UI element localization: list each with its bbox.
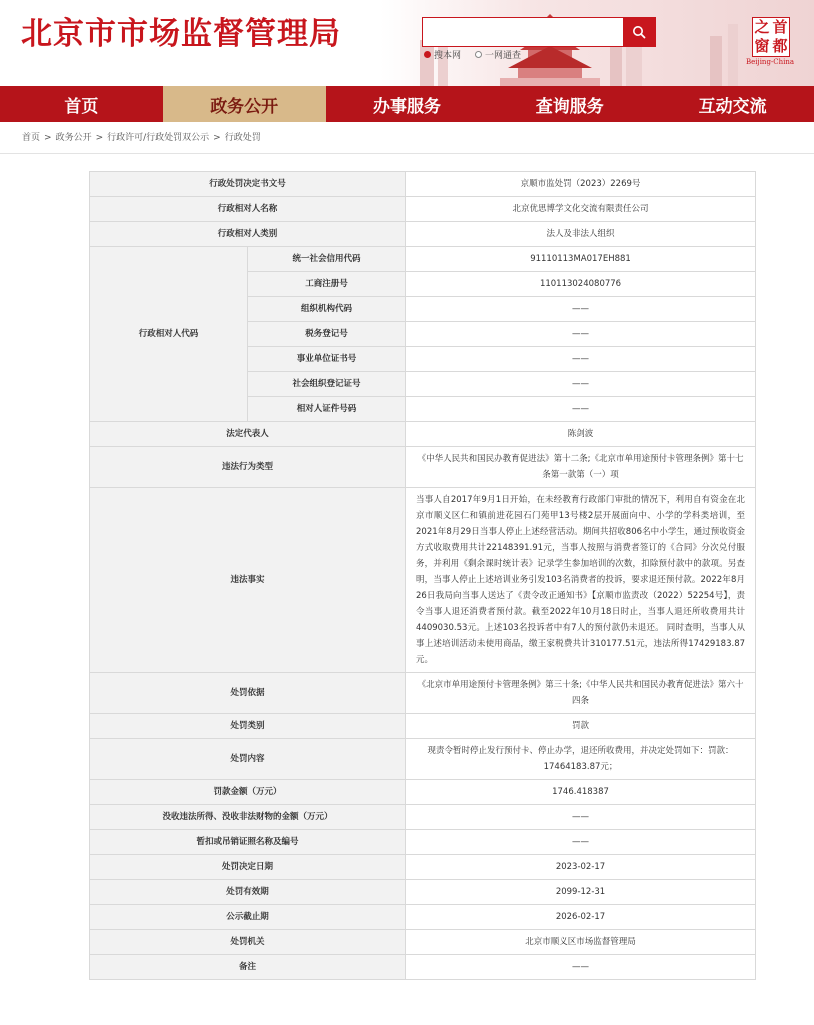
table-row — [90, 673, 756, 714]
nav-home[interactable]: 首页 — [64, 96, 99, 117]
sub-value: —— — [406, 297, 756, 322]
site-title: 北京市市场监督管理局 — [21, 16, 341, 52]
row-label: 行政相对人类别 — [90, 222, 406, 247]
nav-interaction[interactable]: 互动交流 — [698, 96, 767, 117]
breadcrumb: 首页 > 政务公开 > 行政许可/行政处罚双公示 > 行政处罚 — [22, 133, 261, 143]
table-row — [90, 905, 756, 930]
main-nav — [0, 86, 814, 122]
row-label: 处罚机关 — [90, 930, 406, 955]
search-button[interactable] — [623, 18, 655, 46]
scope-all-network[interactable]: 一网通查 — [475, 48, 521, 61]
row-label: 行政相对人名称 — [90, 197, 406, 222]
row-label: 没收违法所得、没收非法财物的金额（万元） — [90, 805, 406, 830]
search-scope — [424, 48, 535, 61]
breadcrumb-home[interactable]: 首页 — [22, 133, 41, 143]
row-label: 违法行为类型 — [90, 447, 406, 488]
row-value: —— — [406, 955, 756, 980]
sub-label: 组织机构代码 — [248, 297, 406, 322]
table-row — [90, 930, 756, 955]
row-value: 罚款 — [406, 714, 756, 739]
row-value: 现责令暂时停止发行预付卡、停止办学，退还所收费用，并决定处罚如下：罚款：17464183.87元； — [406, 739, 756, 780]
sub-value: —— — [406, 372, 756, 397]
breadcrumb-gov-affairs[interactable]: 政务公开 — [55, 133, 92, 143]
table-row — [90, 447, 756, 488]
table-row — [90, 422, 756, 447]
row-label: 处罚内容 — [90, 739, 406, 780]
row-value: —— — [406, 830, 756, 855]
row-value: 1746.418387 — [406, 780, 756, 805]
site-header — [0, 0, 814, 88]
radio-unselected-icon — [475, 51, 482, 58]
row-value: 北京优思博学文化交流有限责任公司 — [406, 197, 756, 222]
table-row — [90, 880, 756, 905]
nav-query[interactable]: 查询服务 — [535, 96, 604, 117]
row-label: 处罚有效期 — [90, 880, 406, 905]
row-label: 行政相对人代码 — [90, 247, 248, 422]
table-row — [90, 955, 756, 980]
table-row — [90, 714, 756, 739]
logo-subtitle: Beijing-China — [746, 58, 795, 66]
table-row — [90, 780, 756, 805]
row-value: 2099-12-31 — [406, 880, 756, 905]
row-value: 北京市顺义区市场监督管理局 — [406, 930, 756, 955]
row-label: 法定代表人 — [90, 422, 406, 447]
sub-value: —— — [406, 347, 756, 372]
search-icon — [632, 25, 646, 39]
sub-label: 工商注册号 — [248, 272, 406, 297]
table-row — [90, 222, 756, 247]
breadcrumb-dual-publicity[interactable]: 行政许可/行政处罚双公示 — [107, 133, 210, 143]
row-value: 陈剑波 — [406, 422, 756, 447]
scope-this-site[interactable]: 搜本网 — [424, 48, 461, 61]
row-label: 违法事实 — [90, 488, 406, 673]
row-value: 2026-02-17 — [406, 905, 756, 930]
sub-label: 相对人证件号码 — [248, 397, 406, 422]
table-row — [90, 855, 756, 880]
nav-services[interactable]: 办事服务 — [372, 96, 441, 117]
penalty-info-table — [89, 171, 756, 980]
breadcrumb-penalty[interactable]: 行政处罚 — [224, 133, 261, 143]
row-value: —— — [406, 805, 756, 830]
sub-label: 社会组织登记证号 — [248, 372, 406, 397]
capital-window-logo[interactable]: 之 首 窗 都 — [752, 17, 790, 57]
table-row — [90, 488, 756, 673]
row-value: 京顺市监处罚（2023）2269号 — [406, 172, 756, 197]
row-label: 行政处罚决定书文号 — [90, 172, 406, 197]
row-label: 处罚类别 — [90, 714, 406, 739]
row-label: 罚款金额（万元） — [90, 780, 406, 805]
table-row — [90, 805, 756, 830]
row-label: 处罚依据 — [90, 673, 406, 714]
row-label: 备注 — [90, 955, 406, 980]
divider — [0, 153, 814, 154]
sub-value: —— — [406, 397, 756, 422]
search-box — [422, 17, 656, 47]
search-input[interactable] — [423, 18, 619, 46]
table-row — [90, 247, 756, 272]
sub-value: 91110113MA017EH881 — [406, 247, 756, 272]
row-value: 《北京市单用途预付卡管理条例》第三十条;《中华人民共和国民办教育促进法》第六十四条 — [406, 673, 756, 714]
nav-gov-affairs[interactable]: 政务公开 — [163, 86, 326, 122]
sub-label: 税务登记号 — [248, 322, 406, 347]
radio-selected-icon — [424, 51, 431, 58]
row-label: 公示截止期 — [90, 905, 406, 930]
sub-label: 事业单位证书号 — [248, 347, 406, 372]
row-label: 处罚决定日期 — [90, 855, 406, 880]
sub-value: —— — [406, 322, 756, 347]
table-row — [90, 197, 756, 222]
sub-value: 110113024080776 — [406, 272, 756, 297]
table-row — [90, 739, 756, 780]
row-label: 暂扣或吊销证照名称及编号 — [90, 830, 406, 855]
row-value: 《中华人民共和国民办教育促进法》第十二条;《北京市单用途预付卡管理条例》第十七条第一款第（一）项 — [406, 447, 756, 488]
row-value: 当事人自2017年9月1日开始，在未经教育行政部门审批的情况下，利用自有资金在北京市顺义区仁和镇前进花园石门苑甲13号楼2层开展面向中、小学的学科类培训，至2021年8月29日当事人停止上述经营活动。期间共招收806名中小学生，通过预收资金方式收取费用共计22148391.91元，当事人按照与消费者签订的《合同》分次兑付服务，并利用《剩余课时统计表》记录学生参加培训的次数，扣除预付款中的款项。另查明，当事人停止上述培训业务引发103名消费者的投诉，要求退还预付款。2022年8月26日我局向当事人送达了《责令改正通知书》【京顺市监责改（2022）52254号】，责令当事人退还消费者预付款。截至2022年10月18日时止，当事人退还所收费用共计4409030.53元。上述103名投诉者中有7人的预付款仍未退还。 同时查明，当事人从事上述培训活动未使用商品，缴王家税费共计310177.51元，违法所得17429183.87元。 — [406, 488, 756, 673]
table-row — [90, 172, 756, 197]
row-value: 2023-02-17 — [406, 855, 756, 880]
sub-label: 统一社会信用代码 — [248, 247, 406, 272]
row-value: 法人及非法人组织 — [406, 222, 756, 247]
table-row — [90, 830, 756, 855]
